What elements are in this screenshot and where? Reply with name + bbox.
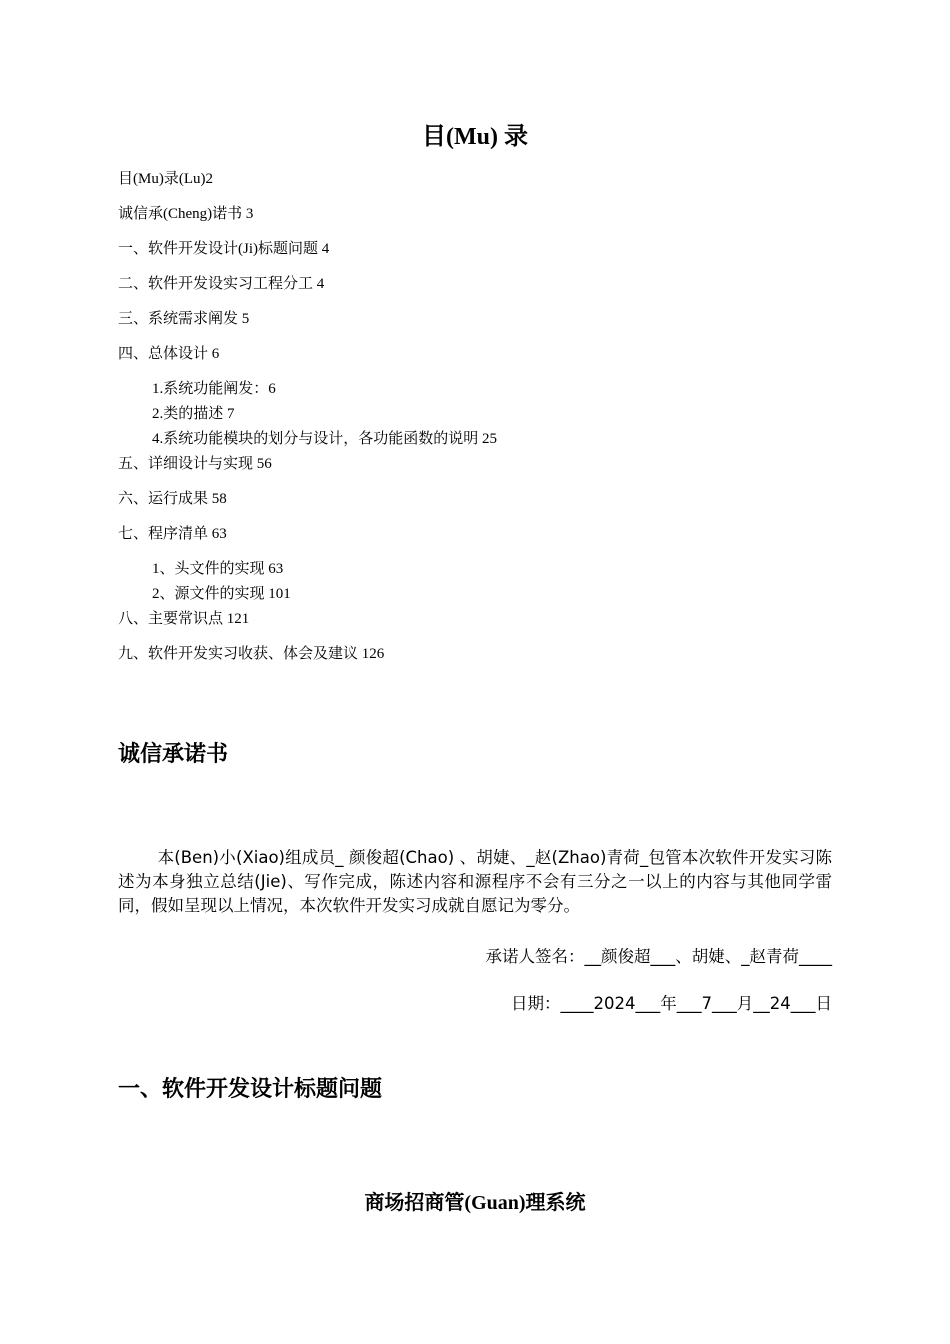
signature-line: 承诺人签名：__颜俊超___、胡婕、_赵青荷____	[485, 947, 832, 966]
toc-item[interactable]: 四、总体设计 6	[118, 346, 220, 362]
section-heading: 一、软件开发设计标题问题	[118, 1077, 383, 1102]
toc-item[interactable]: 三、系统需求阐发 5	[118, 311, 250, 327]
toc-item[interactable]: 诚信承(Cheng)诺书 3	[118, 206, 254, 222]
pledge-heading: 诚信承诺书	[118, 742, 229, 767]
toc-item[interactable]: 八、主要常识点 121	[118, 611, 250, 627]
toc-item[interactable]: 一、软件开发设计(Ji)标题问题 4	[118, 241, 330, 257]
toc-subitem[interactable]: 2、源文件的实现 101	[152, 586, 291, 602]
toc-subitem[interactable]: 4.系统功能模块的划分与设计，各功能函数的说明 25	[152, 431, 498, 447]
toc-item[interactable]: 六、运行成果 58	[118, 491, 227, 507]
toc-item[interactable]: 七、程序清单 63	[118, 526, 227, 542]
pledge-body: 本(Ben)小(Xiao)组成员_ 颜俊超(Chao) 、胡婕、_赵(Zhao)青荷_包管本次软件开发实习陈述为本身独立总结(Jie)、写作完成，陈述内容和源程序不会有三分之一以上的内容与其他同学雷同，假如呈现以上情况，本次软件开发实习成就自愿记为零分。	[118, 848, 832, 915]
date-line: 日期：____2024___年___7___月__24___日	[511, 994, 832, 1013]
toc-title: 目(Mu) 录	[422, 124, 528, 150]
toc-subitem[interactable]: 1.系统功能阐发：6	[152, 381, 276, 397]
toc-subitem[interactable]: 1、头文件的实现 63	[152, 561, 284, 577]
toc-subitem[interactable]: 2.类的描述 7	[152, 406, 235, 422]
toc-item[interactable]: 九、软件开发实习收获、体会及建议 126	[118, 646, 385, 662]
toc-item[interactable]: 五、详细设计与实现 56	[118, 456, 272, 472]
toc-item[interactable]: 目(Mu)录(Lu)2	[118, 171, 213, 187]
project-title: 商场招商管(Guan)理系统	[364, 1192, 586, 1214]
toc-item[interactable]: 二、软件开发设实习工程分工 4	[118, 276, 325, 292]
